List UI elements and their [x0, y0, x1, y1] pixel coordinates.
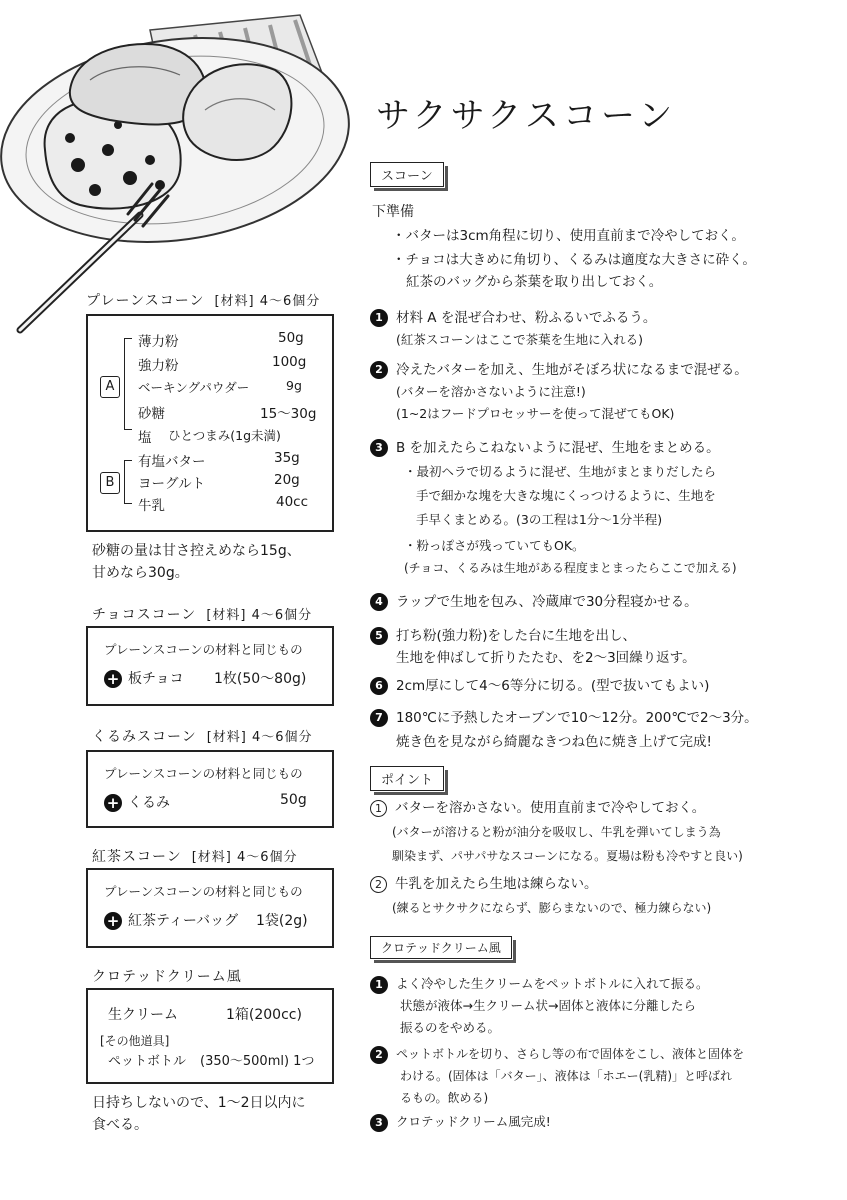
step-2: [370, 360, 748, 380]
step-text-cont: 生地を伸ばして折りたたむ、を2～3回繰り返す。: [396, 650, 696, 666]
ingredient-amount: 40cc: [276, 494, 309, 510]
step-6: [370, 676, 709, 696]
extra-ingredient-amount: 1袋(2g): [256, 913, 308, 929]
point-text: バターを溶かさない。使用直前まで冷やしておく。: [395, 800, 706, 816]
scone-plate-illustration: [0, 0, 360, 340]
ingredient-amount: 100g: [272, 354, 307, 370]
choco-scone-heading: [92, 604, 312, 624]
scone-section-tag: スコーン: [370, 162, 444, 187]
ingredient-row: [138, 354, 307, 374]
step-number-badge: 3: [370, 1114, 388, 1132]
extra-ingredient-row: [104, 910, 308, 930]
ingredient-row: [138, 378, 302, 396]
step-number-badge: 6: [370, 677, 388, 695]
clotted-cream-box: [86, 988, 334, 1084]
point-text: 牛乳を加えたら生地は練らない。: [395, 876, 598, 892]
step-number-badge: 5: [370, 627, 388, 645]
step-note: (バターを溶かさないように注意!): [396, 384, 586, 399]
step-text: B を加えたらこねないように混ぜ、生地をまとめる。: [396, 440, 720, 456]
walnut-scone-qty: [材料] 4～6個分: [206, 730, 313, 745]
walnut-scone-box: [86, 750, 334, 828]
step-number-badge: 4: [370, 593, 388, 611]
group-b-bracket: [124, 460, 132, 504]
step-text: ラップで生地を包み、冷蔵庫で30分程寝かせる。: [396, 594, 698, 610]
step-7: [370, 708, 758, 728]
extra-ingredient-row: [104, 668, 307, 688]
step-text-cont: 焼き色を見ながら綺麗なきつね色に焼き上げて完成!: [396, 734, 712, 750]
ingredient-name: ベーキングパウダー: [138, 380, 250, 395]
extra-ingredient-amount: 50g: [280, 792, 307, 808]
cream-step-3: [370, 1112, 551, 1132]
group-a-bracket: [124, 338, 132, 430]
group-a-label: A: [100, 376, 120, 398]
group-b-label: B: [100, 472, 120, 494]
step-number-badge: 7: [370, 709, 388, 727]
sugar-note: [92, 540, 301, 584]
point-note: (バターが溶けると粉が油分を吸収し、牛乳を弾いてしまう為: [392, 825, 721, 839]
ingredient-row: [138, 450, 300, 470]
ingredient-row: [138, 402, 317, 422]
sugar-note-line: 甘めなら30g。: [92, 565, 189, 581]
step-number-badge: 1: [370, 309, 388, 327]
step-text: 2cm厚にして4～6等分に切る。(型で抜いてもよい): [396, 678, 710, 694]
base-ingredients-text: プレーンスコーンの材料と同じもの: [104, 884, 303, 899]
ingredient-amount: 20g: [274, 472, 300, 488]
bottle-name: ペットボトル: [108, 1054, 187, 1069]
ingredient-amount: 15～30g: [260, 406, 317, 422]
step-text-cont: るもの。飲める): [400, 1091, 489, 1105]
extra-ingredient-name: くるみ: [128, 795, 170, 811]
plus-icon: +: [104, 670, 122, 688]
walnut-scone-heading: [92, 726, 313, 746]
step-text-cont: わける。(固体は「バター」、液体は「ホエー(乳精)」と呼ばれ: [400, 1069, 733, 1083]
choco-scone-qty: [材料] 4～6個分: [206, 608, 313, 623]
cream-step-2: [370, 1044, 744, 1064]
tea-scone-title: 紅茶スコーン: [92, 849, 182, 865]
cream-name: 生クリーム: [108, 1007, 178, 1023]
extra-ingredient-row: [104, 792, 307, 812]
tea-scone-box: [86, 868, 334, 948]
tools-label: [その他道具]: [100, 1034, 170, 1048]
bottle-amount: (350～500ml) 1つ: [200, 1054, 315, 1069]
ingredient-row: [138, 330, 304, 350]
ingredient-row: [138, 472, 300, 492]
extra-ingredient-name: 紅茶ティーバッグ: [128, 913, 239, 929]
sugar-note-line: 砂糖の量は甘さ控えめなら15g、: [92, 543, 301, 559]
ingredient-name: 強力粉: [138, 358, 179, 374]
shelf-life-note: [92, 1092, 306, 1136]
ingredient-name: ヨーグルト: [138, 476, 206, 492]
ingredient-row: [138, 494, 309, 514]
step-number-badge: 1: [370, 976, 388, 994]
step-3: [370, 438, 720, 458]
step-note: 手早くまとめる。(3の工程は1分～1分半程): [416, 512, 663, 527]
choco-scone-title: チョコスコーン: [92, 607, 197, 623]
ingredient-amount: 50g: [278, 330, 304, 346]
step-number-badge: 3: [370, 439, 388, 457]
point-note: (練るとサクサクにならず、膨らまないので、極力練らない): [392, 901, 712, 915]
ingredient-amount: 9g: [286, 378, 302, 393]
step-number-badge: 2: [370, 1046, 388, 1064]
ingredient-name: 有塩バター: [138, 454, 206, 470]
ingredient-name: 塩: [138, 430, 152, 446]
step-note: ・粉っぽさが残っていてもOK。: [404, 538, 585, 553]
plain-scone-ingredients-box: [86, 314, 334, 532]
prep-heading: 下準備: [372, 204, 414, 220]
point-number-badge: 1: [370, 800, 387, 817]
point-number-badge: 2: [370, 876, 387, 893]
tea-scone-qty: [材料] 4～6個分: [191, 850, 298, 865]
point-note: 馴染まず、パサパサなスコーンになる。夏場は粉も冷やすと良い): [392, 849, 743, 863]
ingredient-name: 薄力粉: [138, 334, 179, 350]
step-5: [370, 626, 636, 646]
base-ingredients-text: プレーンスコーンの材料と同じもの: [104, 642, 303, 657]
prep-item: 紅茶のバッグから茶葉を取り出しておく。: [406, 274, 663, 290]
ingredient-name: 砂糖: [138, 406, 165, 422]
points-section-tag: ポイント: [370, 766, 444, 791]
plus-icon: +: [104, 794, 122, 812]
clotted-cream-heading: クロテッドクリーム風: [92, 969, 242, 985]
cream-step-1: [370, 974, 709, 994]
step-1: [370, 308, 656, 328]
base-ingredients-text: プレーンスコーンの材料と同じもの: [104, 766, 303, 781]
step-text: よく冷やした生クリームをペットボトルに入れて振る。: [396, 976, 709, 991]
plain-scone-heading: [86, 290, 320, 310]
walnut-scone-title: くるみスコーン: [92, 729, 197, 745]
point-1: [370, 798, 705, 818]
choco-scone-box: [86, 626, 334, 706]
step-4: [370, 592, 698, 612]
plus-icon: +: [104, 912, 122, 930]
extra-ingredient-amount: 1枚(50～80g): [214, 671, 307, 687]
ingredient-amount: 35g: [274, 450, 300, 466]
plain-scone-title: プレーンスコーン: [86, 293, 205, 309]
shelf-life-note-line: 食べる。: [92, 1117, 148, 1133]
prep-item: ・バターは3cm角程に切り、使用直前まで冷やしておく。: [392, 228, 745, 244]
clotted-cream-section-tag: クロテッドクリーム風: [370, 936, 512, 959]
cream-amount: 1箱(200cc): [226, 1007, 302, 1023]
step-note: (チョコ、くるみは生地がある程度まとまったらここで加える): [404, 561, 737, 575]
ingredient-row: [138, 426, 281, 446]
ingredient-amount: ひとつまみ(1g未満): [168, 428, 281, 443]
step-text: 冷えたバターを加え、生地がそぼろ状になるまで混ぜる。: [396, 362, 748, 378]
step-text-cont: 振るのをやめる。: [400, 1020, 501, 1035]
prep-item: ・チョコは大きめに角切り、くるみは適度な大きさに砕く。: [392, 252, 756, 268]
step-note: 手で細かな塊を大きな塊にくっつけるように、生地を: [416, 488, 716, 503]
extra-ingredient-name: 板チョコ: [128, 671, 184, 687]
step-note: ・最初ヘラで切るように混ぜ、生地がまとまりだしたら: [404, 464, 717, 479]
step-text: 180℃に予熱したオーブンで10～12分。200℃で2～3分。: [396, 710, 758, 726]
point-2: [370, 874, 598, 894]
step-text: ペットボトルを切り、さらし等の布で固体をこし、液体と固体を: [396, 1047, 745, 1061]
page-title: サクサクスコーン: [376, 96, 677, 136]
step-text-cont: 状態が液体→生クリーム状→固体と液体に分離したら: [400, 998, 696, 1013]
step-note: (1~2はフードプロセッサーを使って混ぜてもOK): [396, 406, 675, 421]
step-text: 材料 A を混ぜ合わせ、粉ふるいでふるう。: [396, 310, 657, 326]
tea-scone-heading: [92, 846, 298, 866]
ingredient-name: 牛乳: [138, 498, 165, 514]
shelf-life-note-line: 日持ちしないので、1～2日以内に: [92, 1095, 306, 1111]
step-number-badge: 2: [370, 361, 388, 379]
step-note: (紅茶スコーンはここで茶葉を生地に入れる): [396, 332, 644, 347]
bottle-row: [108, 1050, 315, 1069]
step-text: 打ち粉(強力粉)をした台に生地を出し、: [396, 628, 637, 644]
plain-scone-qty: [材料] 4～6個分: [214, 294, 321, 309]
step-text: クロテッドクリーム風完成!: [396, 1114, 551, 1129]
cream-row: [108, 1004, 302, 1024]
